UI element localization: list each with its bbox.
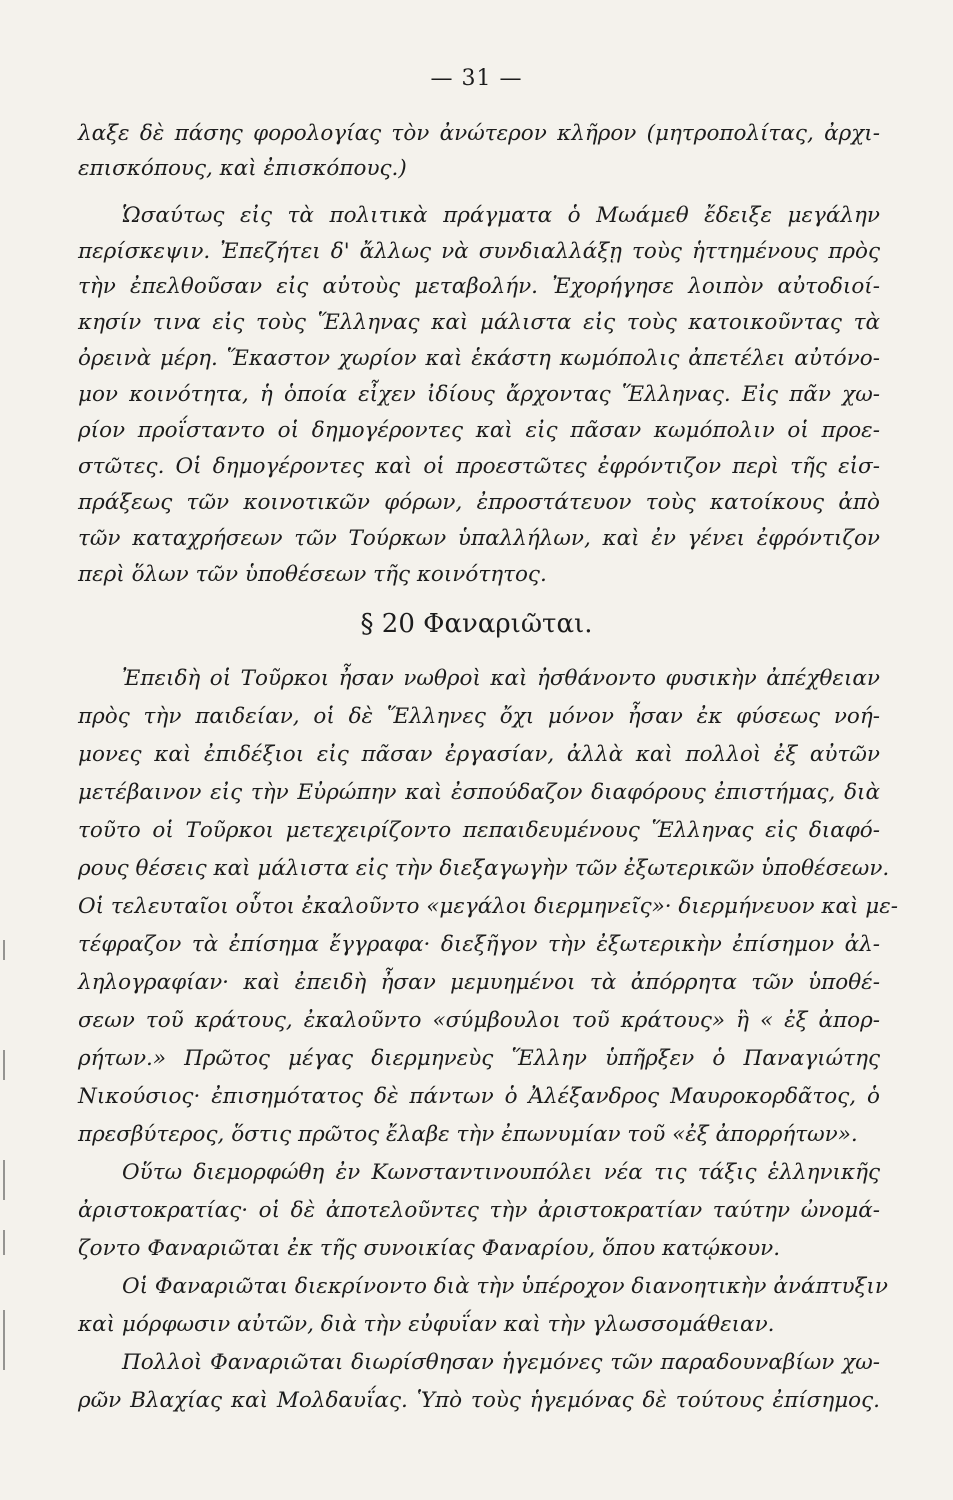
text-line: τῶν καταχρήσεων τῶν Τούρκων ὑπαλλήλων, καὶ ἐν γένει ἐφρόντιζον [78, 526, 880, 551]
text-line: Οἱ τελευταῖοι οὗτοι ἐκαλοῦντο «μεγάλοι διερμηνεῖς»· διερμήνευον καὶ με- [78, 894, 899, 919]
text-line: τοῦτο οἱ Τοῦρκοι μετεχειρίζοντο πεπαιδευμένους Ἕλληνας εἰς διαφό- [78, 818, 880, 843]
text-line: ὀρεινὰ μέρη. Ἕκαστον χωρίον καὶ ἑκάστη κωμόπολις ἀπετέλει αὐτόνο- [78, 346, 880, 371]
text-line: Ὡσαύτως εἰς τὰ πολιτικὰ πράγματα ὁ Μωάμεθ ἔδειξε μεγάλην [122, 203, 880, 228]
text-line: πρὸς τὴν παιδείαν, οἱ δὲ Ἕλληνες ὄχι μόνον ἦσαν ἐκ φύσεως νοή- [78, 704, 880, 729]
text-line: περίσκεψιν. Ἐπεζήτει δ' ἄλλως νὰ συνδιαλλάξῃ τοὺς ἡττημένους πρὸς [78, 239, 880, 264]
text-line: ρήτων.» Πρῶτος μέγας διερμηνεὺς Ἕλλην ὑπῆρξεν ὁ Παναγιώτης [78, 1046, 880, 1071]
text-line: τέφραζον τὰ ἐπίσημα ἔγγραφα· διεξῆγον τὴν ἐξωτερικὴν ἐπίσημον ἀλ- [78, 932, 880, 957]
text-line: μον κοινότητα, ἡ ὁποία εἶχεν ἰδίους ἄρχοντας Ἕλληνας. Εἰς πᾶν χω- [78, 382, 880, 407]
text-line: λαξε δὲ πάσης φορολογίας τὸν ἀνώτερον κλῆρον (μητροπολίτας, ἀρχι- [78, 121, 880, 146]
text-line: κησίν τινα εἰς τοὺς Ἕλληνας καὶ μάλιστα εἰς τοὺς κατοικοῦντας τὰ [78, 310, 880, 335]
text-line: Οἱ Φαναριῶται διεκρίνοντο διὰ τὴν ὑπέροχον διανοητικὴν ἀνάπτυξιν [122, 1274, 888, 1299]
text-line: Πολλοὶ Φαναριῶται διωρίσθησαν ἡγεμόνες τῶν παραδουναβίων χω- [122, 1350, 880, 1375]
text-line: στῶτες. Οἱ δημογέροντες καὶ οἱ προεστῶτες ἐφρόντιζον περὶ τῆς εἰσ- [78, 454, 880, 479]
text-line: καὶ μόρφωσιν αὐτῶν, διὰ τὴν εὐφυΐαν καὶ τὴν γλωσσομάθειαν. [78, 1312, 775, 1337]
text-line: ληλογραφίαν· καὶ ἐπειδὴ ἦσαν μεμυημένοι τὰ ἀπόρρητα τῶν ὑποθέ- [78, 970, 880, 995]
page-number: — 31 — [430, 66, 523, 91]
text-line: ἀριστοκρατίας· οἱ δὲ ἀποτελοῦντες τὴν ἀριστοκρατίαν ταύτην ὠνομά- [78, 1198, 880, 1223]
text-line: τὴν ἐπελθοῦσαν εἰς αὐτοὺς μεταβολήν. Ἐχορήγησε λοιπὸν αὐτοδιοί- [78, 274, 880, 299]
text-line: ζοντο Φαναριῶται ἐκ τῆς συνοικίας Φαναρίου, ὅπου κατῴκουν. [78, 1236, 781, 1261]
text-line: μετέβαινον εἰς τὴν Εὐρώπην καὶ ἐσπούδαζον διαφόρους ἐπιστήμας, διὰ [78, 780, 880, 805]
section-heading: § 20 Φαναριῶται. [360, 609, 593, 639]
text-line: μονες καὶ ἐπιδέξιοι εἰς πᾶσαν ἐργασίαν, ἀλλὰ καὶ πολλοὶ ἐξ αὐτῶν [78, 742, 880, 767]
text-line: ρους θέσεις καὶ μάλιστα εἰς τὴν διεξαγωγὴν τῶν ἐξωτερικῶν ὑποθέσεων. [78, 856, 890, 881]
text-line: ρίον προΐσταντο οἱ δημογέροντες καὶ εἰς πᾶσαν κωμόπολιν οἱ προε- [78, 418, 880, 443]
text-line: Οὕτω διεμορφώθη ἐν Κωνσταντινουπόλει νέα τις τάξις ἑλληνικῆς [122, 1160, 880, 1185]
text-line: πρεσβύτερος, ὅστις πρῶτος ἔλαβε τὴν ἐπωνυμίαν τοῦ «ἐξ ἀπορρήτων». [78, 1122, 858, 1147]
text-line: Ἐπειδὴ οἱ Τοῦρκοι ἦσαν νωθροὶ καὶ ἠσθάνοντο φυσικὴν ἀπέχθειαν [122, 666, 880, 691]
text-line: πράξεως τῶν κοινοτικῶν φόρων, ἐπροστάτευον τοὺς κατοίκους ἀπὸ [78, 490, 880, 515]
text-line: ρῶν Βλαχίας καὶ Μολδαυΐας. Ὑπὸ τοὺς ἡγεμόνας δὲ τούτους ἐπίσημος. [78, 1388, 880, 1413]
text-line: επισκόπους, καὶ ἐπισκόπους.) [78, 156, 407, 181]
text-line: Νικούσιος· ἐπισημότατος δὲ πάντων ὁ Ἀλέξανδρος Μαυροκορδᾶτος, ὁ [78, 1084, 880, 1109]
text-line: σεων τοῦ κράτους, ἐκαλοῦντο «σύμβουλοι τοῦ κράτους» ἢ « ἐξ ἀπορ- [78, 1008, 880, 1033]
text-line: περὶ ὅλων τῶν ὑποθέσεων τῆς κοινότητος. [78, 562, 547, 587]
page-edge-artifacts [0, 900, 14, 1400]
